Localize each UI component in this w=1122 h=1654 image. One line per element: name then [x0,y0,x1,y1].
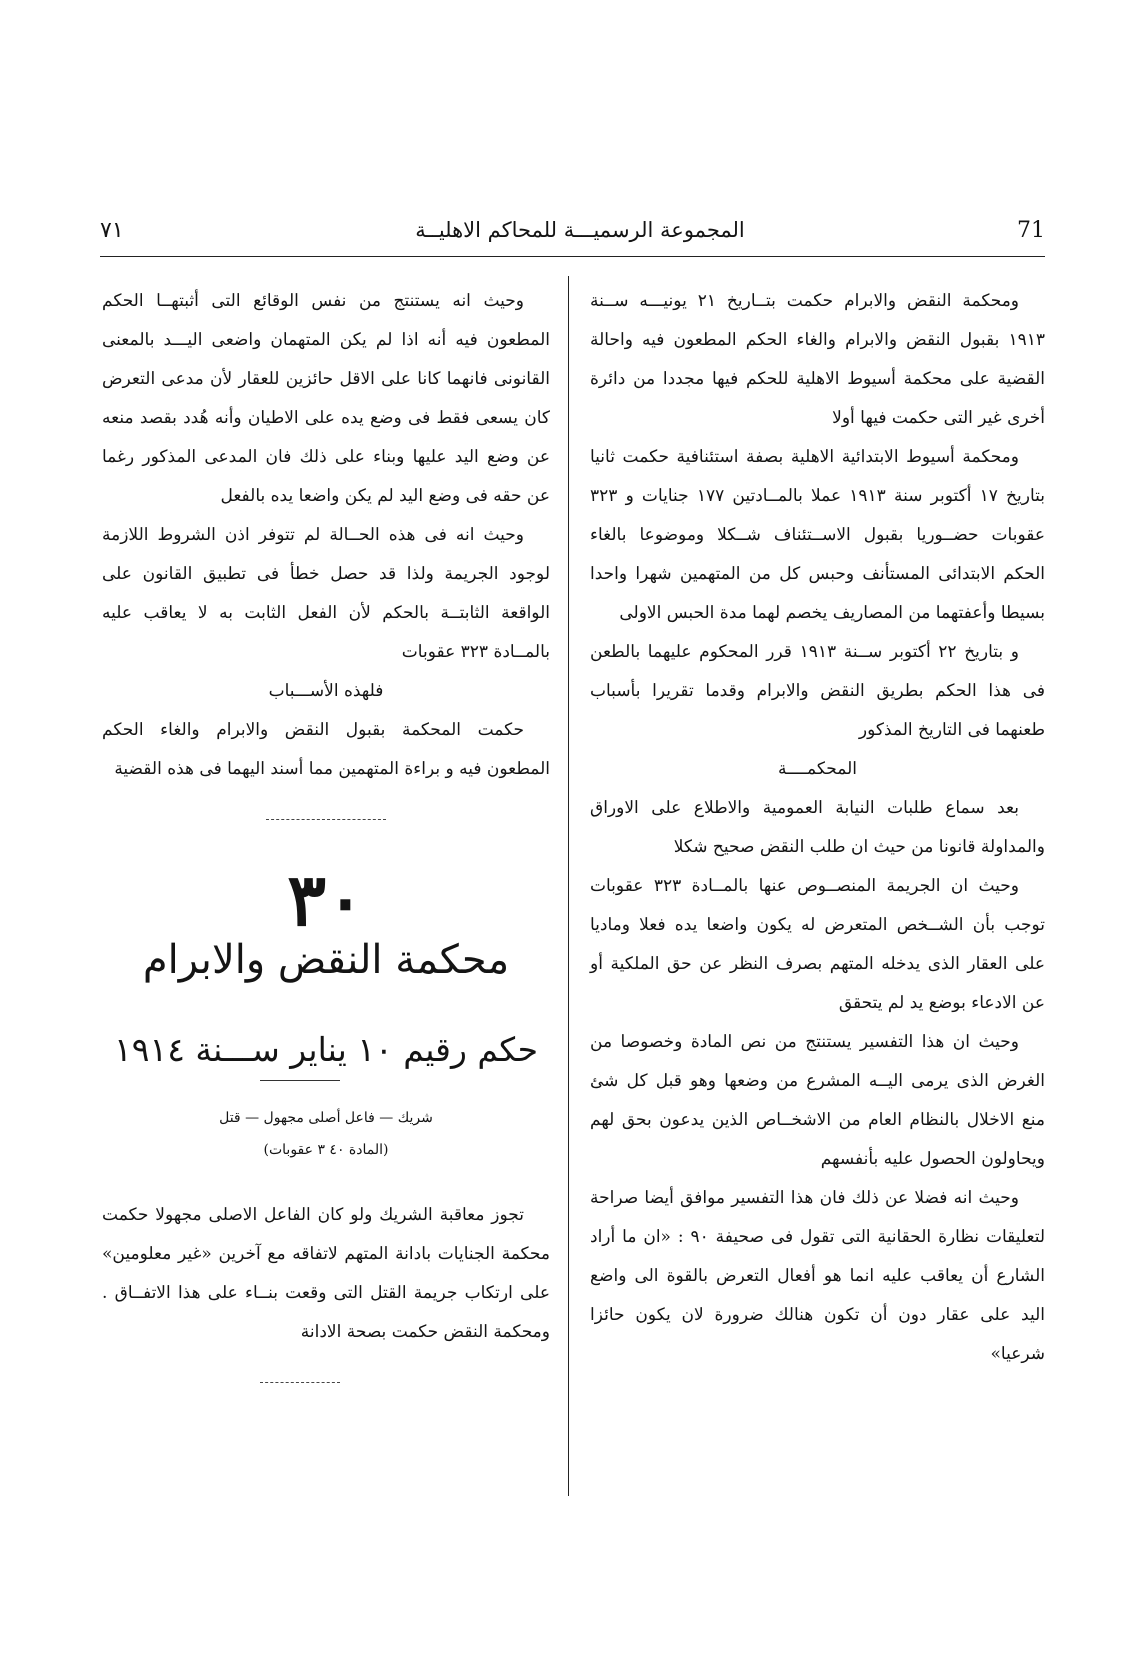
section-separator [266,819,386,820]
case-number: ٣٠ [287,857,365,942]
page-header [100,218,1045,258]
bottom-rule [260,1382,340,1383]
paragraph: ومحكمة أسيوط الابتدائية الاهلية بصفة استئنافية حكمت ثانيا بتاريخ ١٧ أكتوبر سنة ١٩١٣ عملا بالمــادتين ١٧٧ جنايات و ٣٢٣ عقوبات حضــوريا بقبول الاســتئناف شــكلا وموضوعا بالغاء الحكم الابتدائى المستأنف وحبس كل من المتهمين شهرا واحدا بسيطا وأعفتهما من المصاريف يخصم لهما مدة الحبس الاولى [590,447,1046,623]
paragraph: بعد سماع طلبات النيابة العمومية والاطلاع على الاوراق والمداولة قانونا من حيث ان طلب النقض صحيح شكلا [590,798,1045,857]
paragraph: وحيث انه فضلا عن ذلك فان هذا التفسير موافق أيضا صراحة لتعليقات نظارة الحقانية التى تقول فى صحيفة ٩٠ : «ان ما أراد الشارع أن يعاقب عليه انما هو أفعال التعرض بالقوة الى واضع اليد على عقار دون أن تكون هنالك ضرورة لان يكون حائزا شرعيا» [590,1188,1046,1364]
paragraph: و بتاريخ ٢٢ أكتوبر ســنة ١٩١٣ قرر المحكوم عليهما بالطعن فى هذا الحكم بطريق النقض والابرام وقدما تقريرا بأسباب طعنهما فى التاريخ المذكور [590,642,1045,740]
paragraph: وحيث انه يستنتج من نفس الوقائع التى أثبتهــا الحكم المطعون فيه أنه اذا لم يكن المتهمان واضعى اليـــد بالمعنى القانونى فانهما كانا على الاقل حائزين للعقار لأن مدعى التعرض كان يسعى فقط فى وضع يده على الاطيان وأنه هُدد بقصد منعه عن وضع اليد عليها وبناء على ذلك فان المدعى المذكور رغما عن حقه فى وضع اليد لم يكن واضعا يده بالفعل [102,291,550,506]
page-number-right: 71 [1017,218,1045,243]
keywords-line: شريك — فاعل أصلى مجهول — قتل [219,1110,433,1126]
left-column-bottom [102,1196,550,1352]
court-heading: المحكمــــة [778,759,857,779]
paragraph: وحيث ان الجريمة المنصــوص عنها بالمــادة ٣٢٣ عقوبات توجب بأن الشــخص المتعرض له يكون واضعا يده فعلا وماديا على العقار الذى يدخله المتهم بصرف النظر عن حق الملكية أو عن الادعاء بوضع يد لم يتحقق [590,876,1045,1013]
case-summary: تجوز معاقبة الشريك ولو كان الفاعل الاصلى مجهولا حكمت محكمة الجنايات بادانة المتهم لاتفاقه مع آخرين «غير معلومين» على ارتكاب جريمة القتل التى وقعت بنــاء على هذا الاتفــاق . ومحكمة النقض حكمت بصحة الادانة [102,1205,550,1342]
paragraph: ومحكمة النقض والابرام حكمت بتــاريخ ٢١ يونيـــه ســنة ١٩١٣ بقبول النقض والابرام والغاء الحكم المطعون فيه واحالة القضية على محكمة أسيوط الاهلية للحكم فيها مجددا من دائرة أخرى غير التى حكمت فيها أولا [590,291,1045,428]
paragraph: وحيث ان هذا التفسير يستنتج من نص المادة وخصوصا من الغرض الذى يرمى اليــه المشرع من وضعها وهو قبل كل شئ منع الاخلال بالنظام العام من الاشخــاص الذين يدعون بحق لهم ويحاولون الحصول عليه بأنفسهم [590,1032,1045,1169]
left-column-top [102,282,550,850]
date-rule [260,1080,340,1081]
header-rule [100,256,1045,257]
verdict: حكمت المحكمة بقبول النقض والابرام والغاء الحكم المطعون فيه و براءة المتهمين مما أسند اليهما فى هذه القضية [102,720,550,779]
running-title: المجموعة الرسميـــة للمحاكم الاهليــة [415,218,745,242]
court-title: محكمة النقض والابرام [142,937,510,983]
column-divider [568,276,569,1496]
right-column [590,282,1045,1374]
paragraph: وحيث انه فى هذه الحــالة لم تتوفر اذن الشروط اللازمة لوجود الجريمة ولذا قد حصل خطأ فى تطبيق القانون على الواقعة الثابتــة بالحكم لأن الفعل الثابت به لا يعاقب عليه بالمــادة ٣٢٣ عقوبات [102,525,550,662]
keywords [102,1102,550,1166]
page-number-left: ٧١ [100,218,124,243]
keywords-article: (المادة ٤٠ ٣ عقوبات) [263,1142,389,1158]
ruling-date: حكم رقيم ١٠ يناير ســـنة ١٩١٤ [114,1030,538,1069]
reasons-heading: فلهذه الأســـباب [268,681,384,701]
